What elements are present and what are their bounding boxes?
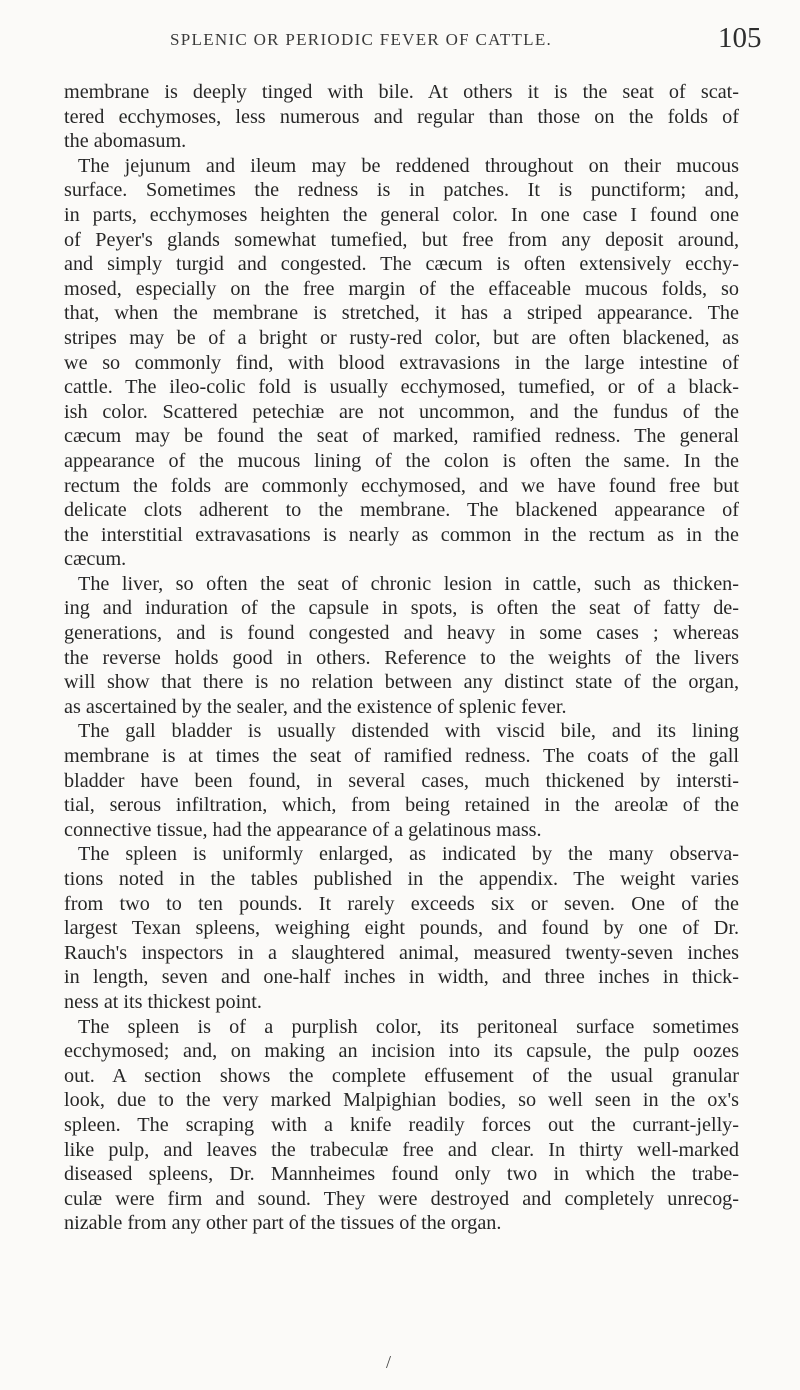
text-line: tial, serous infiltration, which, from being retained in the areolæ of the (64, 794, 739, 817)
text-line: in parts, ecchymoses heighten the general color. In one case I found one (64, 203, 739, 226)
text-line: ing and induration of the capsule in spots, is often the seat of fatty de- (64, 597, 739, 620)
text-line: The gall bladder is usually distended with viscid bile, and its lining (78, 720, 739, 743)
text-line: membrane is deeply tinged with bile. At others it is the seat of scat- (64, 81, 739, 103)
text-line: The spleen is uniformly enlarged, as indicated by the many observa- (78, 843, 739, 866)
text-line: Rauch's inspectors in a slaughtered animal, measured twenty-seven inches (64, 941, 739, 964)
text-line: The jejunum and ileum may be reddened throughout on their mucous (78, 154, 739, 177)
text-line: tions noted in the tables published in the appendix. The weight varies (64, 868, 739, 890)
text-line: stripes may be of a bright or rusty-red color, but are often blackened, as (64, 326, 739, 349)
text-line: out. A section shows the complete effusement of the usual granular (64, 1064, 739, 1087)
text-line: from two to ten pounds. It rarely exceeds six or seven. One of the (64, 892, 739, 915)
text-line: culæ were firm and sound. They were destroyed and completely unrecog- (64, 1187, 739, 1210)
text-line: bladder have been found, in several cases, much thickened by intersti- (64, 769, 739, 792)
text-line: cattle. The ileo-colic fold is usually ecchymosed, tumefied, or of a black- (64, 376, 739, 399)
text-line: we so commonly find, with blood extravasions in the large intestine of (64, 351, 739, 374)
text-line: the abomasum. (64, 130, 187, 153)
text-line: delicate clots adherent to the membrane. The blackened appearance of (64, 499, 739, 522)
text-line: rectum the folds are commonly ecchymosed, and we have found free but (64, 474, 739, 497)
text-line: of Peyer's glands somewhat tumefied, but free from any deposit around, (64, 228, 739, 251)
text-line: the interstitial extravasations is nearly as common in the rectum as in the (64, 523, 739, 546)
text-line: connective tissue, had the appearance of a gelatinous mass. (64, 818, 542, 841)
body-text (64, 80, 739, 1236)
text-line: spleen. The scraping with a knife readily forces out the currant-jelly- (64, 1113, 739, 1136)
text-line: ecchymosed; and, on making an incision into its capsule, the pulp oozes (64, 1040, 739, 1063)
text-line: appearance of the mucous lining of the colon is often the same. In the (64, 449, 739, 472)
text-line: largest Texan spleens, weighing eight pounds, and found by one of Dr. (64, 917, 739, 940)
text-line: tered ecchymoses, less numerous and regular than those on the folds of (64, 105, 739, 128)
text-line: and simply turgid and congested. The cæcum is often extensively ecchy- (64, 253, 739, 276)
text-line: look, due to the very marked Malpighian bodies, so well seen in the ox's (64, 1089, 739, 1112)
text-line: The spleen is of a purplish color, its peritoneal surface sometimes (78, 1015, 739, 1038)
text-line: will show that there is no relation between any distinct state of the organ, (64, 671, 739, 694)
stray-mark: / (386, 1352, 392, 1372)
page-number: 105 (718, 22, 762, 54)
text-line: that, when the membrane is stretched, it has a striped appearance. The (64, 302, 739, 325)
text-line: cæcum may be found the seat of marked, ramified redness. The general (64, 425, 739, 448)
text-line: like pulp, and leaves the trabeculæ free and clear. In thirty well-marked (64, 1138, 739, 1161)
text-line: mosed, especially on the free margin of the effaceable mucous folds, so (64, 277, 739, 300)
text-line: cæcum. (64, 548, 127, 571)
running-head (0, 18, 800, 58)
text-line: membrane is at times the seat of ramified redness. The coats of the gall (64, 745, 739, 768)
text-line: generations, and is found congested and heavy in some cases ; whereas (64, 622, 739, 645)
text-line: the reverse holds good in others. Reference to the weights of the livers (64, 646, 739, 669)
text-line: in length, seven and one-half inches in width, and three inches in thick- (64, 966, 739, 989)
text-line: nizable from any other part of the tissues of the organ. (64, 1212, 502, 1235)
text-line: ish color. Scattered petechiæ are not uncommon, and the fundus of the (64, 400, 739, 423)
text-line: surface. Sometimes the redness is in patches. It is punctiform; and, (64, 179, 739, 202)
text-line: ness at its thickest point. (64, 990, 262, 1013)
text-line: as ascertained by the sealer, and the existence of splenic fever. (64, 695, 567, 718)
text-line: diseased spleens, Dr. Mannheimes found only two in which the trabe- (64, 1163, 739, 1186)
running-title: SPLENIC OR PERIODIC FEVER OF CATTLE. (170, 30, 553, 49)
text-line: The liver, so often the seat of chronic lesion in cattle, such as thicken- (78, 572, 739, 595)
